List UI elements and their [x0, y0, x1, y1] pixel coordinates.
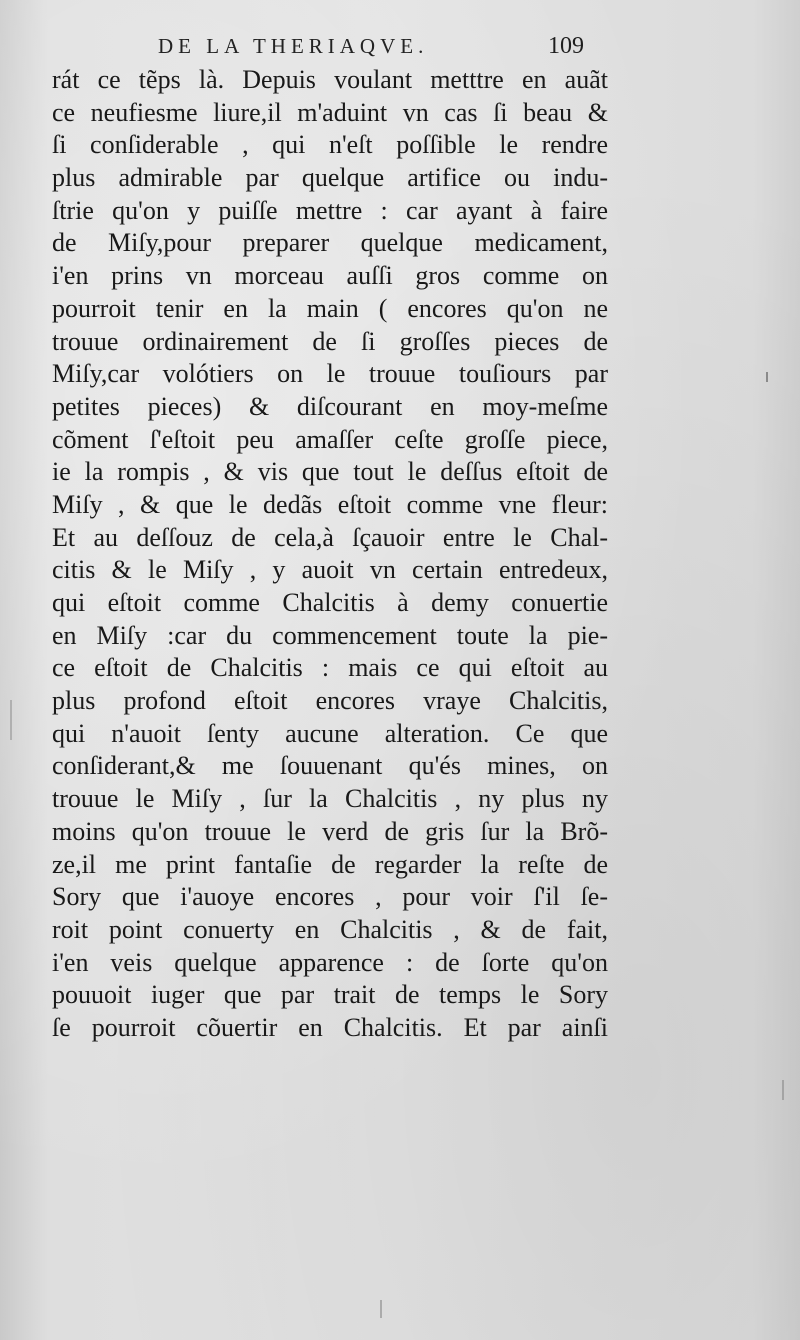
text-line: moins qu'on trouue le verd de gris ſur la Brõ-	[52, 816, 608, 846]
text-line: ie la rompis , & vis que tout le deſſus eſtoit de	[52, 457, 608, 487]
text-line: qui n'auoit ſenty aucune alteration. Ce que	[52, 718, 608, 748]
text-line: trouue ordinairement de ſi groſſes pieces de	[52, 326, 608, 356]
text-line: i'en prins vn morceau auſſi gros comme on	[52, 261, 608, 291]
text-line: petites pieces) & diſcourant en moy-meſme	[52, 391, 608, 421]
paper-speck	[380, 1300, 382, 1318]
text-line: ce neufiesme liure,il m'aduint vn cas ſi beau &	[52, 97, 608, 127]
text-line: plus admirable par quelque artifice ou indu-	[52, 163, 608, 193]
text-line: plus profond eſtoit encores vraye Chalcitis,	[52, 686, 608, 716]
text-line: ze,il me print fantaſie de regarder la reſte de	[52, 849, 608, 879]
running-title: DE LA THERIAQVE.	[158, 34, 429, 58]
text-line: Miſy,car volótiers on le trouue touſiours par	[52, 359, 608, 389]
text-line: Miſy , & que le dedãs eſtoit comme vne fleur:	[52, 489, 608, 519]
page-number: 109	[548, 33, 584, 59]
running-head	[158, 34, 598, 66]
text-line: qui eſtoit comme Chalcitis à demy conuertie	[52, 588, 608, 617]
text-line: ce eſtoit de Chalcitis : mais ce qui eſtoit au	[52, 653, 608, 683]
text-line: pouuoit iuger que par trait de temps le Sory	[52, 980, 608, 1010]
paper-speck	[766, 372, 768, 382]
paper-speck	[10, 700, 12, 740]
text-line: ſtrie qu'on y puiſſe mettre : car ayant à faire	[52, 195, 608, 225]
text-line: conſiderant,& me ſouuenant qu'és mines, on	[52, 751, 608, 781]
text-line: rát ce tẽps là. Depuis voulant metttre en auãt	[52, 65, 608, 94]
paper-speck	[782, 1080, 784, 1100]
text-line: citis & le Miſy , y auoit vn certain entredeux,	[52, 555, 608, 585]
text-line: ſe pourroit cõuertir en Chalcitis. Et par ainſi	[52, 1012, 608, 1042]
text-line: Sory que i'auoye encores , pour voir ſ'il ſe-	[52, 882, 608, 912]
text-line: Et au deſſouz de cela,à ſçauoir entre le Chal-	[52, 522, 608, 552]
text-line: roit point conuerty en Chalcitis , & de fait,	[52, 914, 608, 944]
text-line: i'en veis quelque apparence : de ſorte qu'on	[52, 947, 608, 977]
text-line: pourroit tenir en la main ( encores qu'on ne	[52, 293, 608, 323]
text-line: de Miſy,pour preparer quelque medicament,	[52, 228, 608, 258]
text-line: en Miſy :car du commencement toute la pie-	[52, 620, 608, 650]
body-text	[52, 64, 608, 1045]
text-line: ſi conſiderable , qui n'eſt poſſible le rendre	[52, 130, 608, 160]
text-line: trouue le Miſy , ſur la Chalcitis , ny plus ny	[52, 784, 608, 814]
text-line: cõment ſ'eſtoit peu amaſſer ceſte groſſe piece,	[52, 424, 608, 454]
